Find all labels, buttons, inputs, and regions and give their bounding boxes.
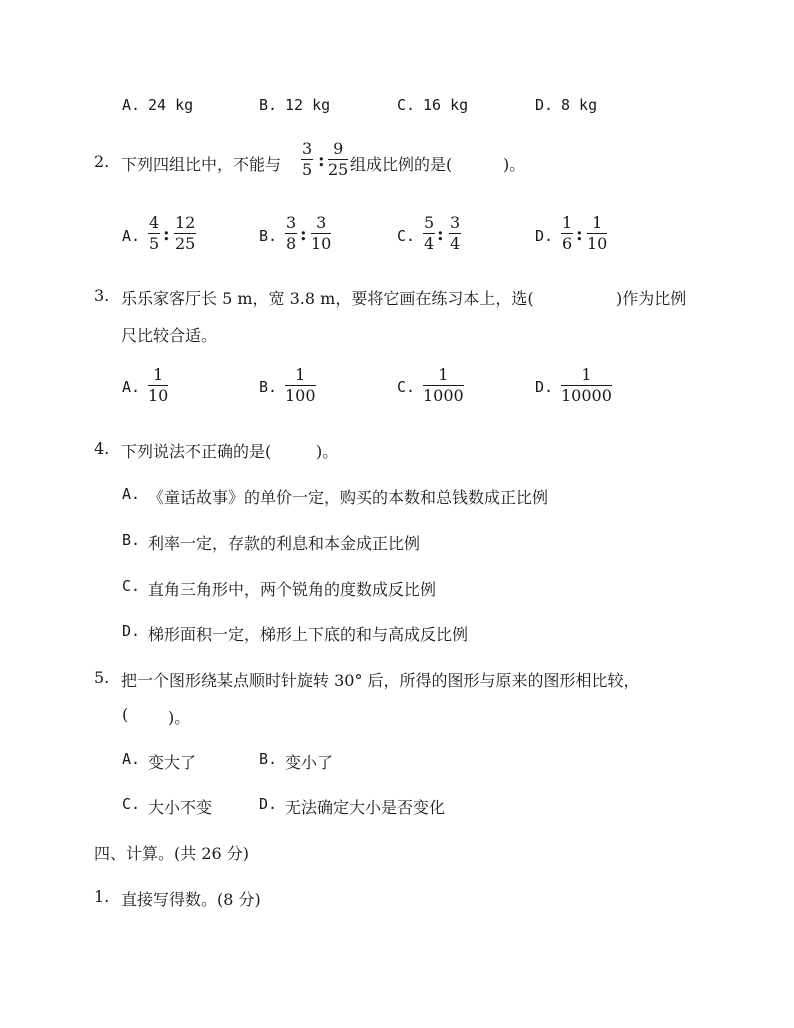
- numerator: 1: [295, 365, 306, 384]
- option-letter: B.: [259, 378, 278, 396]
- denominator: 4: [424, 234, 435, 253]
- option-letter: A.: [122, 378, 141, 396]
- option-letter: B.: [122, 531, 141, 549]
- question-number: 1.: [94, 887, 110, 906]
- numerator: 1: [562, 213, 573, 232]
- option-letter: D.: [259, 795, 278, 813]
- denominator: 1000: [423, 386, 464, 405]
- option-letter: A.: [122, 750, 141, 768]
- option-letter: A.: [122, 96, 141, 114]
- option-fraction: [285, 214, 297, 253]
- option-letter: C.: [397, 378, 416, 396]
- section-heading: 四、计算。(共 26 分): [94, 844, 250, 863]
- option-letter: C.: [397, 96, 416, 114]
- ratio-colon: :: [318, 150, 325, 171]
- option-fraction: [311, 214, 331, 253]
- option-letter: C.: [122, 795, 141, 813]
- option-letter: C.: [397, 227, 416, 245]
- question-number: 2.: [94, 152, 110, 171]
- option-letter: D.: [122, 622, 141, 640]
- question-text: 组成比例的是(: [350, 155, 453, 174]
- option-fraction: [423, 366, 464, 405]
- option-fraction: [174, 214, 196, 253]
- option-letter: D.: [535, 378, 554, 396]
- numerator: 5: [424, 213, 435, 232]
- question-text: 乐乐家客厅长 5 m，宽 3.8 m，要将它画在练习本上，选(: [121, 289, 534, 308]
- question-text: 尺比较合适。: [121, 326, 218, 345]
- question-text-end: )。: [503, 155, 526, 174]
- ratio-colon: :: [576, 224, 583, 245]
- option-text: 24 kg: [148, 96, 194, 114]
- option-text: 8 kg: [561, 96, 598, 114]
- option-letter: A.: [122, 485, 141, 503]
- denominator: 25: [175, 234, 196, 253]
- option-text: 12 kg: [285, 96, 331, 114]
- denominator: 6: [562, 234, 573, 253]
- denominator: 25: [328, 160, 349, 179]
- option-fraction: [148, 366, 168, 405]
- option-letter: A.: [122, 227, 141, 245]
- question-text: 把一个图形绕某点顺时针旋转 30° 后，所得的图形与原来的图形相比较，: [121, 671, 640, 690]
- option-fraction: [148, 214, 160, 253]
- option-letter: B.: [259, 96, 278, 114]
- question-text: )作为比例: [616, 289, 687, 308]
- numerator: 1: [153, 365, 164, 384]
- option-text: 变大了: [148, 753, 197, 772]
- question-text-end: )。: [168, 708, 191, 727]
- denominator: 10: [311, 234, 332, 253]
- numerator: 12: [175, 213, 196, 232]
- numerator: 3: [316, 213, 327, 232]
- ratio-colon: :: [300, 224, 307, 245]
- option-text: 大小不变: [148, 798, 213, 817]
- denominator: 10: [148, 386, 169, 405]
- denominator: 4: [450, 234, 461, 253]
- numerator: 1: [592, 213, 603, 232]
- option-text: 变小了: [285, 753, 334, 772]
- option-fraction: [587, 214, 607, 253]
- ratio-fraction-1: [301, 140, 313, 179]
- denominator: 10: [587, 234, 608, 253]
- numerator: 9: [333, 139, 344, 158]
- option-letter: D.: [535, 227, 554, 245]
- question-text: (: [122, 705, 129, 724]
- denominator: 10000: [561, 386, 612, 405]
- option-text: 利率一定，存款的利息和本金成正比例: [148, 534, 421, 553]
- numerator: 3: [302, 139, 313, 158]
- option-fraction: [285, 366, 316, 405]
- option-letter: C.: [122, 577, 141, 595]
- option-fraction: [561, 366, 612, 405]
- option-fraction: [423, 214, 435, 253]
- option-letter: D.: [535, 96, 554, 114]
- numerator: 1: [581, 365, 592, 384]
- option-letter: B.: [259, 227, 278, 245]
- ratio-fraction-2: [328, 140, 348, 179]
- option-text: 梯形面积一定，梯形上下底的和与高成反比例: [148, 625, 469, 644]
- question-text: 下列说法不正确的是(: [121, 442, 272, 461]
- question-text: 下列四组比中，不能与: [121, 155, 282, 174]
- numerator: 3: [286, 213, 297, 232]
- option-letter: B.: [259, 750, 278, 768]
- ratio-colon: :: [163, 224, 170, 245]
- question-number: 4.: [94, 439, 110, 458]
- denominator: 8: [286, 234, 297, 253]
- question-number: 3.: [94, 286, 110, 305]
- option-text: 《童话故事》的单价一定，购买的本数和总钱数成正比例: [148, 488, 549, 507]
- numerator: 4: [149, 213, 160, 232]
- question-text-end: )。: [316, 442, 339, 461]
- option-text: 无法确定大小是否变化: [285, 798, 446, 817]
- question-number: 5.: [94, 668, 110, 687]
- option-fraction: [561, 214, 573, 253]
- option-fraction: [449, 214, 461, 253]
- option-text: 直角三角形中，两个锐角的度数成反比例: [148, 580, 437, 599]
- numerator: 3: [450, 213, 461, 232]
- denominator: 5: [149, 234, 160, 253]
- denominator: 100: [285, 386, 316, 405]
- ratio-colon: :: [437, 224, 444, 245]
- numerator: 1: [438, 365, 449, 384]
- question-text: 直接写得数。(8 分): [121, 890, 261, 909]
- option-text: 16 kg: [423, 96, 469, 114]
- denominator: 5: [302, 160, 313, 179]
